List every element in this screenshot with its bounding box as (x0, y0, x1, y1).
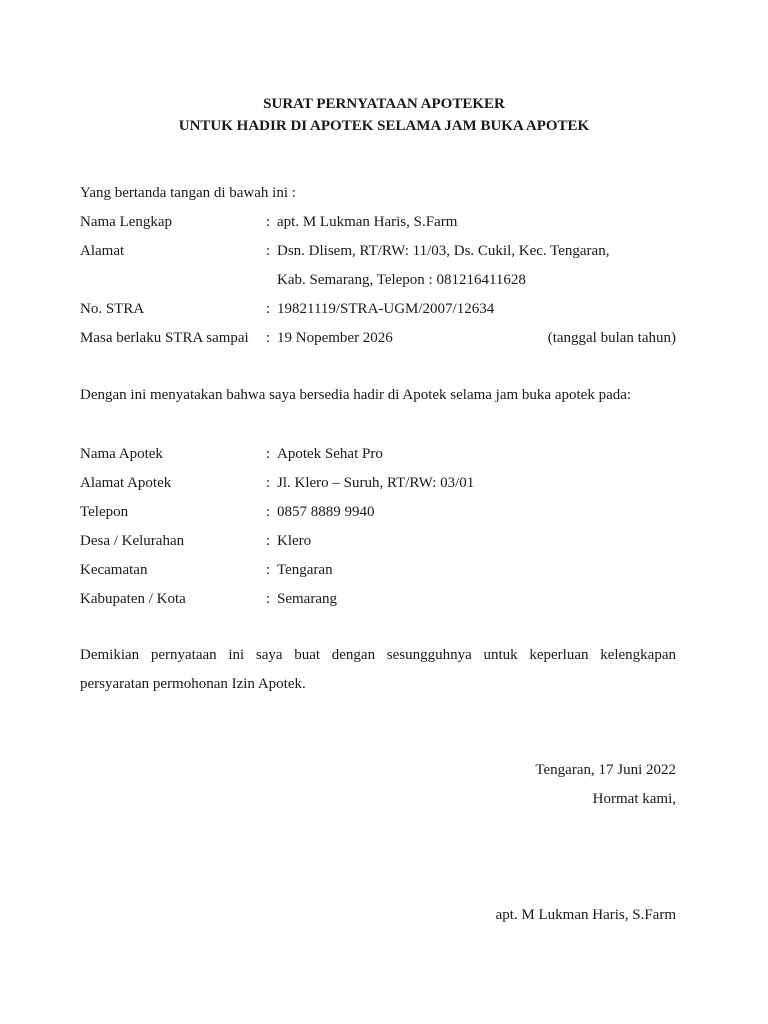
field-label: Nama Lengkap (80, 214, 173, 230)
field-value: 0857 8889 9940 (277, 504, 375, 520)
field-row-pharmacy-address (80, 473, 676, 493)
field-label: Masa berlaku STRA sampai (80, 330, 249, 346)
field-label: No. STRA (80, 301, 145, 317)
field-row-pharmacy-district (80, 560, 676, 580)
letter-title-line-2: UNTUK HADIR DI APOTEK SELAMA JAM BUKA APOTEK (178, 118, 590, 134)
field-row-pharmacy-phone (80, 502, 676, 522)
field-row-pharmacy-name (80, 444, 676, 464)
field-colon: : (266, 330, 271, 346)
field-label: Desa / Kelurahan (80, 533, 185, 549)
field-row-address-cont (80, 270, 676, 290)
field-colon: : (266, 214, 271, 230)
field-colon: : (266, 591, 271, 607)
signature-regards: Hormat kami, (592, 791, 676, 807)
field-colon: : (266, 243, 271, 259)
field-value: Semarang (277, 591, 337, 607)
intro-text: Yang bertanda tangan di bawah ini : (80, 185, 296, 201)
field-label: Kabupaten / Kota (80, 591, 186, 607)
field-row-name (80, 212, 676, 232)
field-label: Kecamatan (80, 562, 148, 578)
field-label: Alamat (80, 243, 125, 259)
field-colon: : (266, 301, 271, 317)
field-row-pharmacy-regency (80, 589, 676, 609)
statement-paragraph: Dengan ini menyatakan bahwa saya bersedia hadir di Apotek selama jam buka apotek pada: (80, 387, 632, 403)
field-value: Apotek Sehat Pro (277, 446, 383, 462)
field-value: apt. M Lukman Haris, S.Farm (277, 214, 458, 230)
field-label: Telepon (80, 504, 129, 520)
field-value: Tengaran (277, 562, 333, 578)
field-value: Klero (277, 533, 312, 549)
field-row-stra (80, 299, 676, 319)
field-colon: : (266, 475, 271, 491)
field-row-pharmacy-village (80, 531, 676, 551)
field-value: Kab. Semarang, Telepon : 081216411628 (277, 272, 526, 288)
field-colon: : (266, 533, 271, 549)
field-value: Dsn. Dlisem, RT/RW: 11/03, Ds. Cukil, Kec. Tengaran, (277, 243, 610, 259)
field-label: Alamat Apotek (80, 475, 172, 491)
letter-title-line-1: SURAT PERNYATAAN APOTEKER (263, 96, 505, 112)
field-value: 19821119/STRA-UGM/2007/12634 (277, 301, 495, 317)
field-colon: : (266, 446, 271, 462)
field-label: Nama Apotek (80, 446, 163, 462)
signature-name: apt. M Lukman Haris, S.Farm (495, 907, 676, 923)
field-value: Jl. Klero – Suruh, RT/RW: 03/01 (277, 475, 475, 491)
closing-paragraph: Demikian pernyataan ini saya buat dengan sesungguhnya untuk keperluan kelengkapan persyaratan permohonan Izin Apotek. (80, 647, 676, 692)
field-note: (tanggal bulan tahun) (547, 330, 676, 346)
field-colon: : (266, 504, 271, 520)
field-colon: : (266, 562, 271, 578)
field-row-address (80, 241, 676, 261)
field-row-validity (80, 328, 676, 348)
signature-place-date: Tengaran, 17 Juni 2022 (535, 762, 676, 778)
field-value: 19 Nopember 2026 (277, 330, 393, 346)
